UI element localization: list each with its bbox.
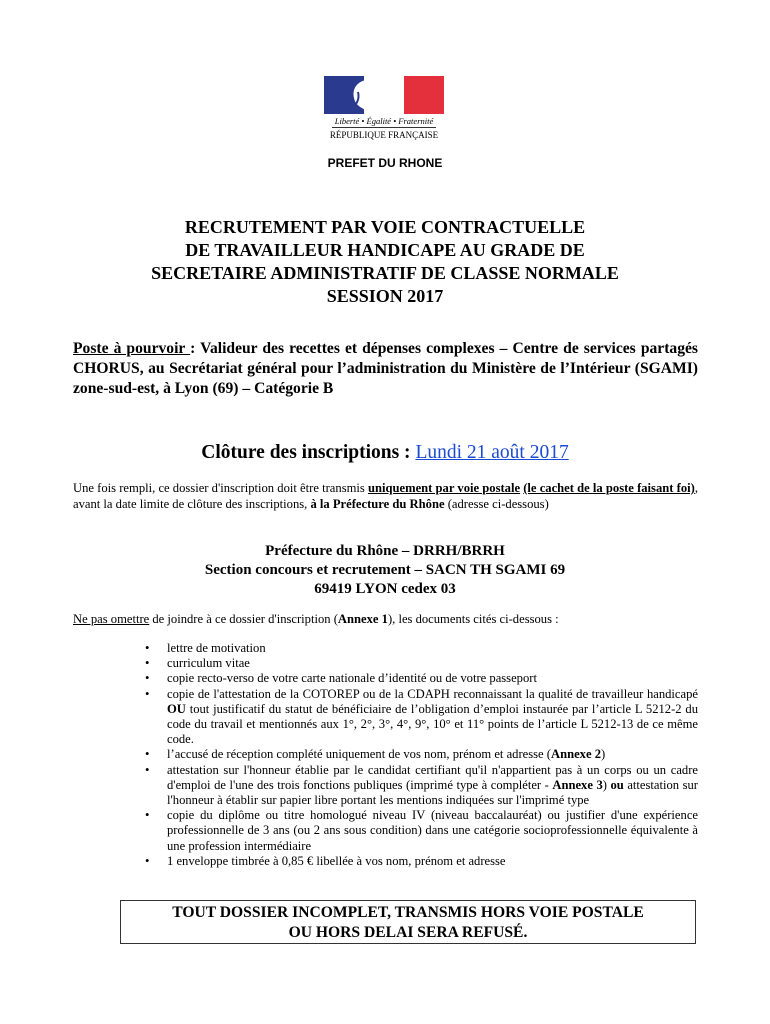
omettre-text: ), les documents cités ci-dessous : <box>387 612 559 626</box>
poste-a-pourvoir <box>73 339 698 399</box>
title-line: RECRUTEMENT PAR VOIE CONTRACTUELLE <box>184 217 586 237</box>
bullet-icon: • <box>145 656 150 671</box>
list-item-text: 1 enveloppe timbrée à 0,85 € libellée à vos nom, prénom et adresse <box>167 853 506 868</box>
omettre-underlined: Ne pas omettre <box>73 612 150 626</box>
intro-emphasis-prefecture: à la Préfecture du Rhône <box>310 497 445 511</box>
documents-intro <box>73 611 698 627</box>
poste-label: Poste à pourvoir <box>73 340 191 357</box>
bullet-icon: • <box>145 641 150 655</box>
cloture-inscriptions <box>0 442 770 464</box>
list-item <box>73 687 698 748</box>
list-item-text: attestation sur l'honneur établie par le candidat certifiant qu'il n'appartient pas à un corps ou un cadre d'emploi de l'une des trois fonctions publiques (imprimé type à compléter - <box>167 762 698 792</box>
bullet-icon: • <box>145 686 150 701</box>
address-line: Préfecture du Rhône – DRRH/BRRH <box>265 543 505 559</box>
cloture-label: Clôture des inscriptions : <box>201 442 416 463</box>
list-item-text: Annexe 3 <box>552 777 603 792</box>
logo-divider <box>332 127 436 128</box>
annexe-1-reference: Annexe 1 <box>337 612 388 626</box>
list-item-text: copie recto-verso de votre carte nationale d’identité ou de votre passeport <box>167 671 537 686</box>
list-item-text: lettre de motivation <box>167 641 266 655</box>
prefet-heading: PREFET DU RHONE <box>327 156 443 170</box>
intro-text: Une fois rempli, ce dossier d'inscription doit être transmis <box>73 481 368 495</box>
list-item <box>73 671 698 686</box>
list-item-text: ou <box>610 777 624 792</box>
list-item <box>73 763 698 809</box>
document-title <box>0 216 770 308</box>
list-item <box>73 808 698 854</box>
republique-francaise-logo <box>324 76 444 142</box>
logo-republique: RÉPUBLIQUE FRANÇAISE <box>329 130 439 140</box>
address-line: 69419 LYON cedex 03 <box>314 581 456 597</box>
list-item-text: copie du diplôme ou titre homologué niveau IV (niveau baccalauréat) ou justifier d'une expérience professionnelle de 3 ans (ou 2 ans sous condition) dans une catégorie socioprofessionnelle équivalente à une profession intermédiaire <box>167 808 698 853</box>
logo-motto: Liberté • Égalité • Fraternité <box>334 116 434 126</box>
title-line: SECRETAIRE ADMINISTRATIF DE CLASSE NORMALE <box>151 263 619 283</box>
intro-text: , avant la date limite de clôture des inscriptions, <box>73 481 698 511</box>
warning-line: TOUT DOSSIER INCOMPLET, TRANSMIS HORS VOIE POSTALE <box>172 904 644 921</box>
marianne-profile-icon <box>344 78 384 114</box>
bullet-icon: • <box>145 808 150 823</box>
intro-text: (adresse ci-dessous) <box>444 497 549 511</box>
postal-address <box>0 542 770 599</box>
list-item-text: ) <box>602 777 611 792</box>
bullet-icon: • <box>145 762 150 777</box>
list-item-text: ) <box>601 747 606 762</box>
list-item <box>73 854 698 869</box>
list-item <box>73 656 698 671</box>
address-line: Section concours et recrutement – SACN TH SGAMI 69 <box>204 562 566 578</box>
list-item-text: OU <box>167 701 186 716</box>
bullet-icon: • <box>145 671 150 686</box>
bullet-icon: • <box>145 747 150 762</box>
omettre-text: de joindre à ce dossier d'inscription ( <box>149 612 338 626</box>
warning-box <box>120 900 696 944</box>
list-item-text: Annexe 2 <box>550 747 601 762</box>
title-line: SESSION 2017 <box>326 286 444 306</box>
cloture-date-link[interactable]: Lundi 21 août 2017 <box>415 442 569 463</box>
list-item <box>73 747 698 762</box>
intro-paragraph <box>73 480 698 512</box>
list-item-text: tout justificatif du statut de bénéficiaire de l’obligation d’emploi instaurée par l’article L 5212-2 du code du travail et mentionnés aux 1°, 2°, 3°, 4°, 9°, 10° et 11° points de l’article L 5212-13 de ce même code. <box>167 701 698 747</box>
warning-line: OU HORS DELAI SERA REFUSÉ. <box>288 924 528 941</box>
intro-emphasis-postale: uniquement par voie postale <box>367 481 521 495</box>
documents-list <box>73 641 698 869</box>
poste-description: : Valideur des recettes et dépenses complexes – Centre de services partagés CHORUS, au Secrétariat général pour l’administration du Ministère de l’Intérieur (SGAMI) zone-sud-est, à Lyon (69) – Catégorie B <box>73 340 698 397</box>
list-item-text: curriculum vitae <box>167 656 250 671</box>
intro-emphasis-cachet: (le cachet de la poste faisant foi) <box>523 481 695 495</box>
bullet-icon: • <box>145 853 150 868</box>
list-item <box>73 641 698 656</box>
list-item-text: attestation sur l'honneur à établir sur papier libre portant les mentions indiquées sur l'imprimé type <box>167 777 698 808</box>
title-line: DE TRAVAILLEUR HANDICAPE AU GRADE DE <box>185 240 585 260</box>
list-item-text: l’accusé de réception complété uniquement de vos nom, prénom et adresse ( <box>167 747 551 762</box>
tricolor-flag <box>324 76 444 114</box>
list-item-text: copie de l'attestation de la COTOREP ou de la CDAPH reconnaissant la qualité de travailleur handicapé <box>167 686 698 701</box>
